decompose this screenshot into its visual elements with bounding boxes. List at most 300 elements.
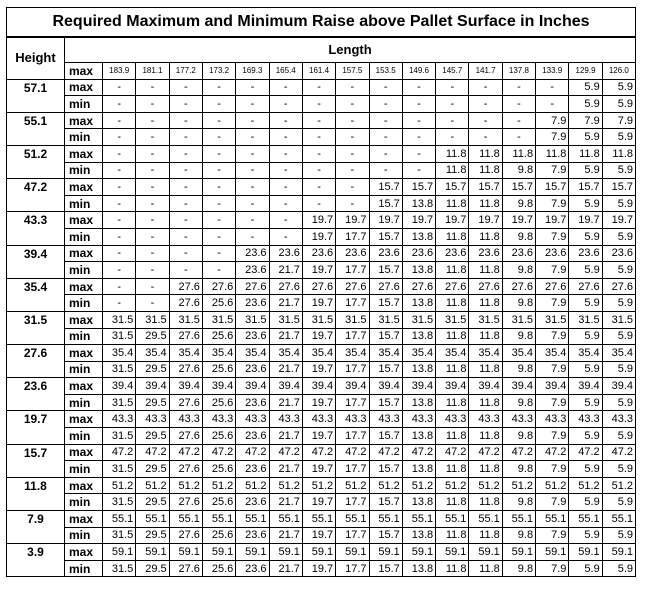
raise-cell: 39.4 (269, 378, 302, 395)
raise-cell: 39.4 (402, 378, 435, 395)
raise-cell: - (502, 79, 535, 96)
raise-cell: 9.8 (502, 328, 535, 345)
raise-cell: 27.6 (569, 278, 602, 295)
raise-cell: 27.6 (236, 278, 269, 295)
raise-cell: - (269, 145, 302, 162)
table-row-min (7, 461, 636, 478)
raise-cell: - (202, 262, 235, 279)
raise-cell: 55.1 (169, 511, 202, 528)
min-label: min (65, 162, 103, 179)
raise-cell: 25.6 (202, 560, 235, 577)
raise-cell: 5.9 (569, 195, 602, 212)
raise-cell: 31.5 (103, 527, 136, 544)
raise-cell: 11.8 (469, 361, 502, 378)
raise-cell: - (136, 278, 169, 295)
raise-cell: - (169, 112, 202, 129)
raise-cell: - (136, 212, 169, 229)
raise-cell: 59.1 (536, 544, 569, 561)
raise-cell: 5.9 (602, 129, 635, 146)
raise-cell: 27.6 (369, 278, 402, 295)
raise-cell: 5.9 (602, 328, 635, 345)
raise-cell: 13.8 (402, 560, 435, 577)
raise-cell: - (369, 79, 402, 96)
table-row-max (7, 444, 636, 461)
raise-cell: 11.8 (469, 527, 502, 544)
raise-cell: - (169, 179, 202, 196)
raise-cell: 19.7 (302, 461, 335, 478)
raise-cell: 13.8 (402, 494, 435, 511)
table-row-min (7, 428, 636, 445)
raise-cell: 47.2 (136, 444, 169, 461)
raise-cell: - (269, 212, 302, 229)
raise-cell: 31.5 (369, 311, 402, 328)
raise-cell: 31.5 (103, 394, 136, 411)
raise-cell: 5.9 (569, 162, 602, 179)
raise-cell: 55.1 (402, 511, 435, 528)
raise-cell: 35.4 (569, 345, 602, 362)
raise-cell: - (236, 112, 269, 129)
raise-cell: 17.7 (336, 262, 369, 279)
raise-cell: 31.5 (103, 361, 136, 378)
raise-cell: - (302, 162, 335, 179)
raise-cell: 7.9 (536, 361, 569, 378)
min-label: min (65, 494, 103, 511)
raise-cell: 23.6 (236, 428, 269, 445)
raise-cell: 31.5 (302, 311, 335, 328)
raise-cell: 23.6 (236, 328, 269, 345)
raise-cell: - (302, 96, 335, 113)
raise-cell: 5.9 (569, 560, 602, 577)
raise-cell: 9.8 (502, 228, 535, 245)
height-value: 27.6 (7, 345, 65, 378)
raise-cell: 5.9 (602, 461, 635, 478)
raise-cell: 23.6 (402, 245, 435, 262)
raise-cell: 43.3 (336, 411, 369, 428)
raise-cell: - (436, 79, 469, 96)
raise-cell: - (336, 129, 369, 146)
raise-cell: 15.7 (369, 328, 402, 345)
raise-cell: 19.7 (302, 212, 335, 229)
raise-cell: 7.9 (536, 295, 569, 312)
raise-cell: - (169, 79, 202, 96)
raise-cell: - (236, 195, 269, 212)
raise-cell: - (169, 262, 202, 279)
raise-cell: 55.1 (469, 511, 502, 528)
raise-cell: 47.2 (602, 444, 635, 461)
raise-cell: 23.6 (236, 245, 269, 262)
raise-cell: 7.9 (536, 527, 569, 544)
raise-cell: 27.6 (469, 278, 502, 295)
raise-cell: 11.8 (469, 428, 502, 445)
raise-cell: 21.7 (269, 494, 302, 511)
raise-cell: - (302, 112, 335, 129)
height-value: 7.9 (7, 511, 65, 544)
raise-cell: 47.2 (536, 444, 569, 461)
raise-cell: - (236, 179, 269, 196)
raise-cell: 35.4 (136, 345, 169, 362)
raise-cell: 19.7 (402, 212, 435, 229)
raise-cell: - (336, 112, 369, 129)
length-header: Length (65, 37, 636, 63)
raise-cell: - (103, 228, 136, 245)
raise-cell: 17.7 (336, 295, 369, 312)
raise-cell: 21.7 (269, 428, 302, 445)
table-row-min (7, 394, 636, 411)
raise-cell: 25.6 (202, 394, 235, 411)
raise-cell: 27.6 (169, 361, 202, 378)
length-value: 133.9 (536, 63, 569, 80)
raise-cell: 29.5 (136, 361, 169, 378)
raise-cell: 13.8 (402, 527, 435, 544)
raise-cell: 19.7 (302, 560, 335, 577)
raise-cell: 47.2 (269, 444, 302, 461)
raise-cell: 5.9 (602, 162, 635, 179)
raise-cell: 39.4 (336, 378, 369, 395)
raise-cell: 43.3 (202, 411, 235, 428)
raise-cell: - (269, 195, 302, 212)
raise-cell: - (202, 162, 235, 179)
raise-cell: - (336, 162, 369, 179)
raise-cell: 55.1 (236, 511, 269, 528)
raise-cell: 51.2 (469, 477, 502, 494)
raise-cell: - (169, 195, 202, 212)
raise-cell: - (369, 96, 402, 113)
raise-cell: 55.1 (336, 511, 369, 528)
raise-cell: 29.5 (136, 527, 169, 544)
table-row-max (7, 378, 636, 395)
raise-cell: 51.2 (602, 477, 635, 494)
length-values-row (7, 63, 636, 80)
raise-cell: - (136, 145, 169, 162)
raise-cell: 23.6 (436, 245, 469, 262)
raise-cell: 21.7 (269, 295, 302, 312)
raise-cell: 9.8 (502, 262, 535, 279)
raise-cell: 59.1 (202, 544, 235, 561)
raise-cell: 11.8 (436, 228, 469, 245)
length-value: 181.1 (136, 63, 169, 80)
raise-cell: - (169, 96, 202, 113)
table-row-max (7, 179, 636, 196)
raise-cell: 17.7 (336, 328, 369, 345)
height-value: 55.1 (7, 112, 65, 145)
raise-cell: 51.2 (169, 477, 202, 494)
max-label: max (65, 79, 103, 96)
raise-cell: 47.2 (202, 444, 235, 461)
length-value: 157.5 (336, 63, 369, 80)
raise-cell: 11.8 (469, 461, 502, 478)
raise-cell: 19.7 (302, 262, 335, 279)
raise-cell: - (369, 145, 402, 162)
raise-cell: 15.7 (602, 179, 635, 196)
raise-cell: 47.2 (369, 444, 402, 461)
raise-cell: 59.1 (402, 544, 435, 561)
raise-cell: 43.3 (169, 411, 202, 428)
raise-cell: 5.9 (569, 361, 602, 378)
raise-cell: - (169, 145, 202, 162)
raise-cell: 17.7 (336, 228, 369, 245)
height-value: 35.4 (7, 278, 65, 311)
raise-cell: - (202, 179, 235, 196)
raise-cell: - (169, 212, 202, 229)
raise-cell: 27.6 (169, 328, 202, 345)
raise-cell: - (103, 262, 136, 279)
raise-cell: 17.7 (336, 461, 369, 478)
raise-cell: - (169, 129, 202, 146)
raise-cell: 59.1 (103, 544, 136, 561)
raise-cell: 11.8 (436, 394, 469, 411)
raise-cell: 31.5 (436, 311, 469, 328)
raise-cell: 27.6 (202, 278, 235, 295)
raise-cell: 21.7 (269, 394, 302, 411)
raise-cell: 7.9 (536, 461, 569, 478)
raise-cell: 5.9 (602, 195, 635, 212)
raise-cell: 15.7 (369, 560, 402, 577)
raise-cell: - (202, 112, 235, 129)
raise-cell: - (103, 212, 136, 229)
raise-cell: 31.5 (469, 311, 502, 328)
raise-cell: - (502, 129, 535, 146)
raise-cell: 39.4 (569, 378, 602, 395)
raise-cell: 5.9 (602, 560, 635, 577)
raise-cell: 55.1 (602, 511, 635, 528)
raise-cell: - (202, 245, 235, 262)
raise-cell: 17.7 (336, 428, 369, 445)
raise-cell: 5.9 (602, 262, 635, 279)
raise-cell: - (369, 112, 402, 129)
min-label: min (65, 295, 103, 312)
raise-cell: 5.9 (602, 361, 635, 378)
length-value: 177.2 (169, 63, 202, 80)
raise-cell: - (369, 162, 402, 179)
raise-cell: 11.8 (469, 494, 502, 511)
raise-cell: 27.6 (269, 278, 302, 295)
raise-cell: 43.3 (436, 411, 469, 428)
raise-cell: 59.1 (469, 544, 502, 561)
raise-cell: 7.9 (536, 112, 569, 129)
raise-cell: - (269, 79, 302, 96)
height-value: 39.4 (7, 245, 65, 278)
raise-cell: 7.9 (536, 195, 569, 212)
raise-cell: 11.8 (536, 145, 569, 162)
raise-cell: 23.6 (469, 245, 502, 262)
raise-cell: 31.5 (103, 428, 136, 445)
raise-cell: 23.6 (236, 295, 269, 312)
raise-cell: 43.3 (469, 411, 502, 428)
raise-cell: 55.1 (202, 511, 235, 528)
raise-cell: 51.2 (136, 477, 169, 494)
raise-cell: 19.7 (536, 212, 569, 229)
raise-cell: - (336, 79, 369, 96)
raise-cell: 9.8 (502, 560, 535, 577)
raise-cell: 15.7 (369, 195, 402, 212)
raise-cell: 27.6 (169, 494, 202, 511)
raise-cell: 9.8 (502, 361, 535, 378)
raise-cell: - (402, 129, 435, 146)
raise-cell: - (136, 96, 169, 113)
raise-cell: 47.2 (236, 444, 269, 461)
max-label: max (65, 544, 103, 561)
raise-cell: 25.6 (202, 295, 235, 312)
raise-cell: - (269, 96, 302, 113)
raise-cell: 9.8 (502, 527, 535, 544)
raise-cell: 43.3 (136, 411, 169, 428)
raise-cell: 59.1 (502, 544, 535, 561)
min-label: min (65, 461, 103, 478)
raise-cell: 19.7 (569, 212, 602, 229)
title-row (7, 8, 636, 38)
raise-cell: 59.1 (369, 544, 402, 561)
raise-cell: 17.7 (336, 394, 369, 411)
raise-cell: - (136, 162, 169, 179)
raise-cell: 19.7 (302, 228, 335, 245)
raise-table-container (6, 7, 636, 577)
raise-cell: 11.8 (436, 560, 469, 577)
height-value: 47.2 (7, 179, 65, 212)
table-row-min (7, 96, 636, 113)
raise-cell: 15.7 (369, 394, 402, 411)
raise-cell: 11.8 (469, 195, 502, 212)
raise-cell: 11.8 (436, 195, 469, 212)
raise-cell: 51.2 (502, 477, 535, 494)
min-label: min (65, 262, 103, 279)
raise-cell: 55.1 (569, 511, 602, 528)
raise-cell: 43.3 (269, 411, 302, 428)
raise-cell: 5.9 (569, 328, 602, 345)
raise-cell: - (369, 129, 402, 146)
min-label: min (65, 560, 103, 577)
raise-cell: - (269, 112, 302, 129)
raise-cell: 35.4 (502, 345, 535, 362)
raise-cell: 23.6 (236, 394, 269, 411)
raise-cell: 7.9 (536, 394, 569, 411)
table-row-min (7, 228, 636, 245)
raise-cell: 23.6 (502, 245, 535, 262)
raise-cell: 13.8 (402, 262, 435, 279)
raise-cell: 47.2 (502, 444, 535, 461)
raise-cell: 35.4 (302, 345, 335, 362)
max-label: max (65, 378, 103, 395)
raise-cell: 15.7 (469, 179, 502, 196)
raise-cell: 9.8 (502, 162, 535, 179)
raise-cell: 5.9 (602, 494, 635, 511)
raise-cell: 23.6 (236, 262, 269, 279)
raise-cell: 15.7 (402, 179, 435, 196)
raise-cell: 43.3 (502, 411, 535, 428)
table-row-max (7, 112, 636, 129)
max-label: max (65, 511, 103, 528)
raise-cell: 21.7 (269, 361, 302, 378)
raise-cell: - (536, 79, 569, 96)
raise-cell: 5.9 (569, 428, 602, 445)
height-value: 11.8 (7, 477, 65, 510)
table-row-max (7, 544, 636, 561)
raise-cell: - (169, 162, 202, 179)
raise-cell: - (103, 112, 136, 129)
raise-cell: 15.7 (369, 262, 402, 279)
raise-cell: 11.8 (436, 328, 469, 345)
raise-cell: - (202, 96, 235, 113)
raise-cell: 39.4 (369, 378, 402, 395)
raise-cell: - (269, 228, 302, 245)
raise-cell: 31.5 (402, 311, 435, 328)
raise-cell: 51.2 (103, 477, 136, 494)
max-label: max (65, 245, 103, 262)
raise-cell: 5.9 (569, 527, 602, 544)
raise-cell: 35.4 (103, 345, 136, 362)
raise-cell: 31.5 (236, 311, 269, 328)
raise-cell: 27.6 (169, 461, 202, 478)
raise-cell: - (103, 278, 136, 295)
raise-cell: 59.1 (269, 544, 302, 561)
raise-cell: 59.1 (136, 544, 169, 561)
raise-cell: - (103, 145, 136, 162)
raise-cell: 55.1 (369, 511, 402, 528)
raise-cell: 27.6 (302, 278, 335, 295)
raise-cell: 59.1 (236, 544, 269, 561)
raise-cell: 19.7 (302, 394, 335, 411)
height-value: 51.2 (7, 145, 65, 178)
raise-cell: - (302, 145, 335, 162)
raise-cell: 19.7 (302, 328, 335, 345)
raise-cell: 35.4 (536, 345, 569, 362)
raise-cell: 13.8 (402, 328, 435, 345)
height-value: 57.1 (7, 79, 65, 112)
raise-cell: 47.2 (169, 444, 202, 461)
raise-cell: 39.4 (236, 378, 269, 395)
raise-cell: - (236, 145, 269, 162)
raise-cell: - (136, 129, 169, 146)
raise-cell: 25.6 (202, 461, 235, 478)
raise-cell: 9.8 (502, 494, 535, 511)
raise-cell: 15.7 (369, 361, 402, 378)
table-row-min (7, 494, 636, 511)
length-value: 149.6 (402, 63, 435, 80)
table-row-max (7, 145, 636, 162)
raise-cell: 19.7 (469, 212, 502, 229)
raise-cell: 13.8 (402, 428, 435, 445)
table-row-min (7, 162, 636, 179)
raise-cell: 21.7 (269, 461, 302, 478)
raise-cell: 5.9 (602, 428, 635, 445)
raise-cell: 7.9 (569, 112, 602, 129)
max-label: max (65, 444, 103, 461)
raise-cell: 5.9 (602, 527, 635, 544)
raise-cell: 7.9 (536, 228, 569, 245)
raise-cell: 19.7 (436, 212, 469, 229)
raise-cell: 15.7 (369, 461, 402, 478)
raise-cell: 59.1 (336, 544, 369, 561)
length-value: 165.4 (269, 63, 302, 80)
raise-cell: - (336, 179, 369, 196)
raise-cell: 47.2 (336, 444, 369, 461)
table-row-min (7, 527, 636, 544)
raise-cell: 7.9 (536, 494, 569, 511)
min-label: min (65, 428, 103, 445)
raise-cell: - (469, 79, 502, 96)
raise-cell: 7.9 (602, 112, 635, 129)
table-row-min (7, 129, 636, 146)
table-title: Required Maximum and Minimum Raise above Pallet Surface in Inches (7, 8, 636, 38)
raise-cell: 29.5 (136, 428, 169, 445)
raise-cell: 7.9 (536, 328, 569, 345)
raise-cell: 25.6 (202, 361, 235, 378)
raise-cell: 9.8 (502, 394, 535, 411)
table-row-max (7, 79, 636, 96)
raise-cell: 19.7 (302, 295, 335, 312)
raise-cell: 19.7 (302, 428, 335, 445)
max-label: max (65, 345, 103, 362)
max-label: max (65, 477, 103, 494)
